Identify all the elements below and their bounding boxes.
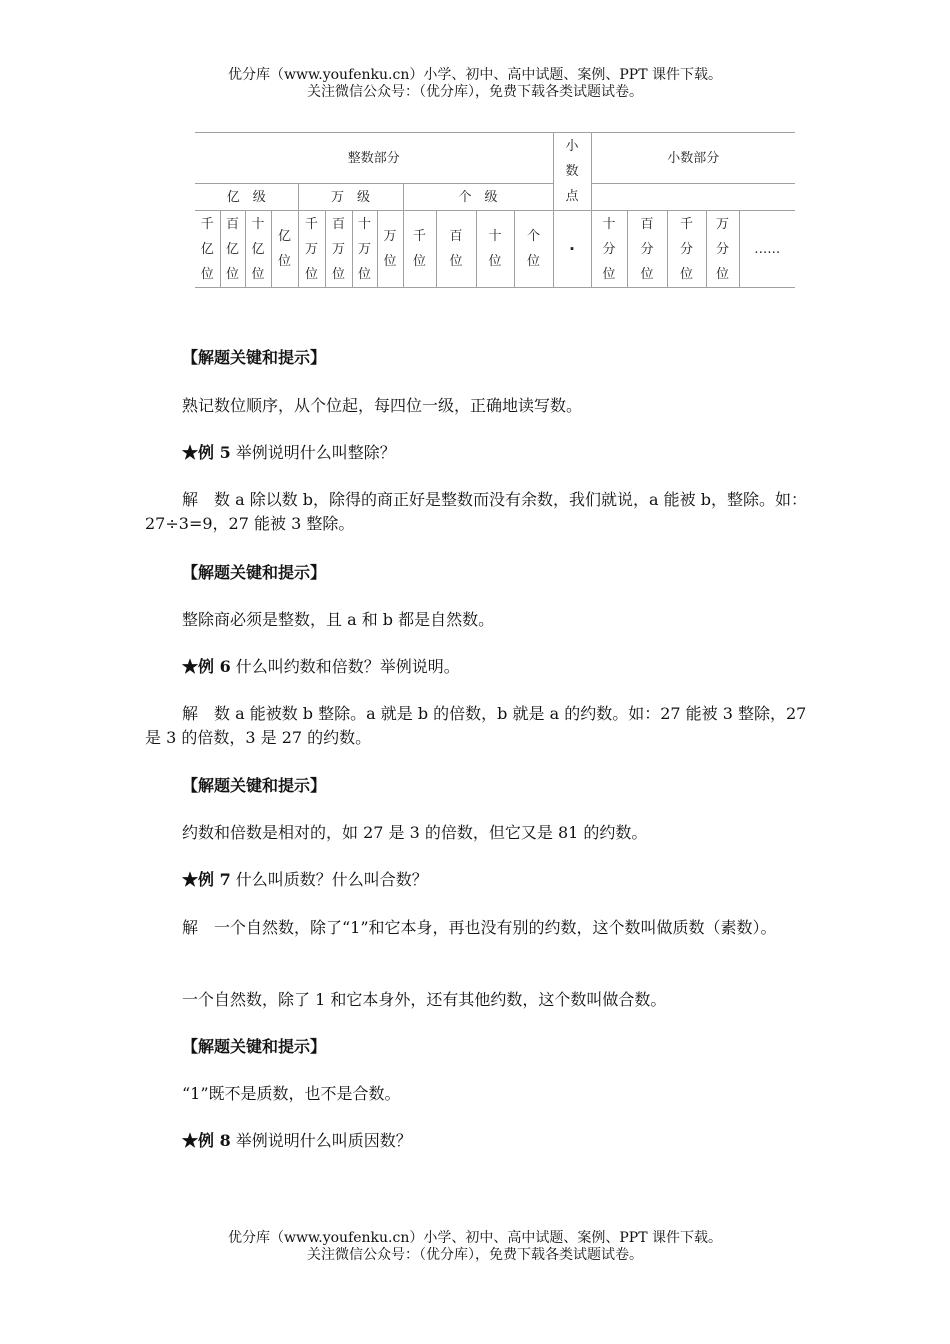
hint-text: “1”既不是质数，也不是合数。 [182,1084,401,1103]
group-ge: 个 级 [403,184,553,211]
page-footer [0,1230,950,1264]
decimal-place-cell: 万 分 位 [706,211,739,288]
example-5-heading [145,441,815,465]
example-6-heading [145,655,815,679]
place-cell: 千 位 [403,211,436,288]
example-6-question: 什么叫约数和倍数？举例说明。 [230,657,460,676]
decimal-group-blank [591,184,795,211]
hint-text: 熟记数位顺序，从个位起，每四位一级，正确地读写数。 [182,396,583,415]
group-wan: 万 级 [298,184,403,211]
hint-title: 【解题关键和提示】 [182,776,327,795]
decimal-part-header: 小数部分 [591,133,795,184]
place-cell: 千 亿 位 [195,211,220,288]
place-cell: 万 位 [377,211,403,288]
example-5-title: ★例 5 [182,443,231,462]
footer-line-2: 关注微信公众号：（优分库），免费下载各类试题试卷。 [307,1247,643,1263]
hint-title: 【解题关键和提示】 [182,563,327,582]
place-cell: 个 位 [514,211,553,288]
footer-line-1: 优分库（www.youfenku.cn）小学、初中、高中试题、案例、PPT 课件下载。 [227,1230,722,1246]
place-cell: 十 位 [476,211,514,288]
example-7-question: 什么叫质数？什么叫合数？ [230,870,428,889]
decimal-point-header: 小 数 点 [553,133,591,211]
example-7-heading [145,868,815,892]
header-line-2: 关注微信公众号：（优分库），免费下载各类试题试卷。 [307,84,643,100]
decimal-place-cell: 十 分 位 [591,211,627,288]
place-cell: 十 万 位 [352,211,377,288]
header-line-1: 优分库（www.youfenku.cn）小学、初中、高中试题、案例、PPT 课件下载。 [227,67,722,83]
example-7-answer-continued: 一个自然数，除了 1 和它本身外，还有其他约数，这个数叫做合数。 [182,990,667,1009]
place-cell: 百 位 [436,211,476,288]
example-6-title: ★例 6 [182,657,231,676]
example-8-title: ★例 8 [182,1131,231,1150]
place-cell: 百 亿 位 [220,211,245,288]
hint-text: 整除商必须是整数，且 a 和 b 都是自然数。 [182,610,495,629]
decimal-place-cell: 千 分 位 [667,211,706,288]
place-cell: 千 万 位 [298,211,325,288]
place-value-table [195,132,795,288]
decimal-place-cell: 百 分 位 [627,211,667,288]
example-7-title: ★例 7 [182,870,231,889]
decimal-point-cell: · [553,211,591,288]
integer-part-header: 整数部分 [195,133,553,184]
hint-text: 约数和倍数是相对的，如 27 是 3 的倍数，但它又是 81 的约数。 [182,823,648,842]
example-5-question: 举例说明什么叫整除？ [230,443,396,462]
example-5-answer: 解 数 a 除以数 b，除得的商正好是整数而没有余数，我们就说，a 能被 b，整除。如：27÷3=9，27 能被 3 整除。 [145,490,807,533]
page-header [0,67,950,101]
example-6-answer: 解 数 a 能被数 b 整除。a 就是 b 的倍数，b 就是 a 的约数。如：27 能被 3 整除，27 是 3 的倍数，3 是 27 的约数。 [145,704,807,747]
place-cell: 亿 位 [271,211,298,288]
hint-title: 【解题关键和提示】 [182,348,327,367]
place-cell: 十 亿 位 [245,211,271,288]
example-8-heading [145,1129,815,1153]
example-8-question: 举例说明什么叫质因数？ [230,1131,412,1150]
place-cell: 百 万 位 [325,211,352,288]
example-7-answer: 解 一个自然数，除了“1”和它本身，再也没有别的约数，这个数叫做质数（素数）。 [182,918,777,937]
group-yi: 亿 级 [195,184,298,211]
hint-title: 【解题关键和提示】 [182,1037,327,1056]
ellipsis-cell: …… [739,211,795,288]
